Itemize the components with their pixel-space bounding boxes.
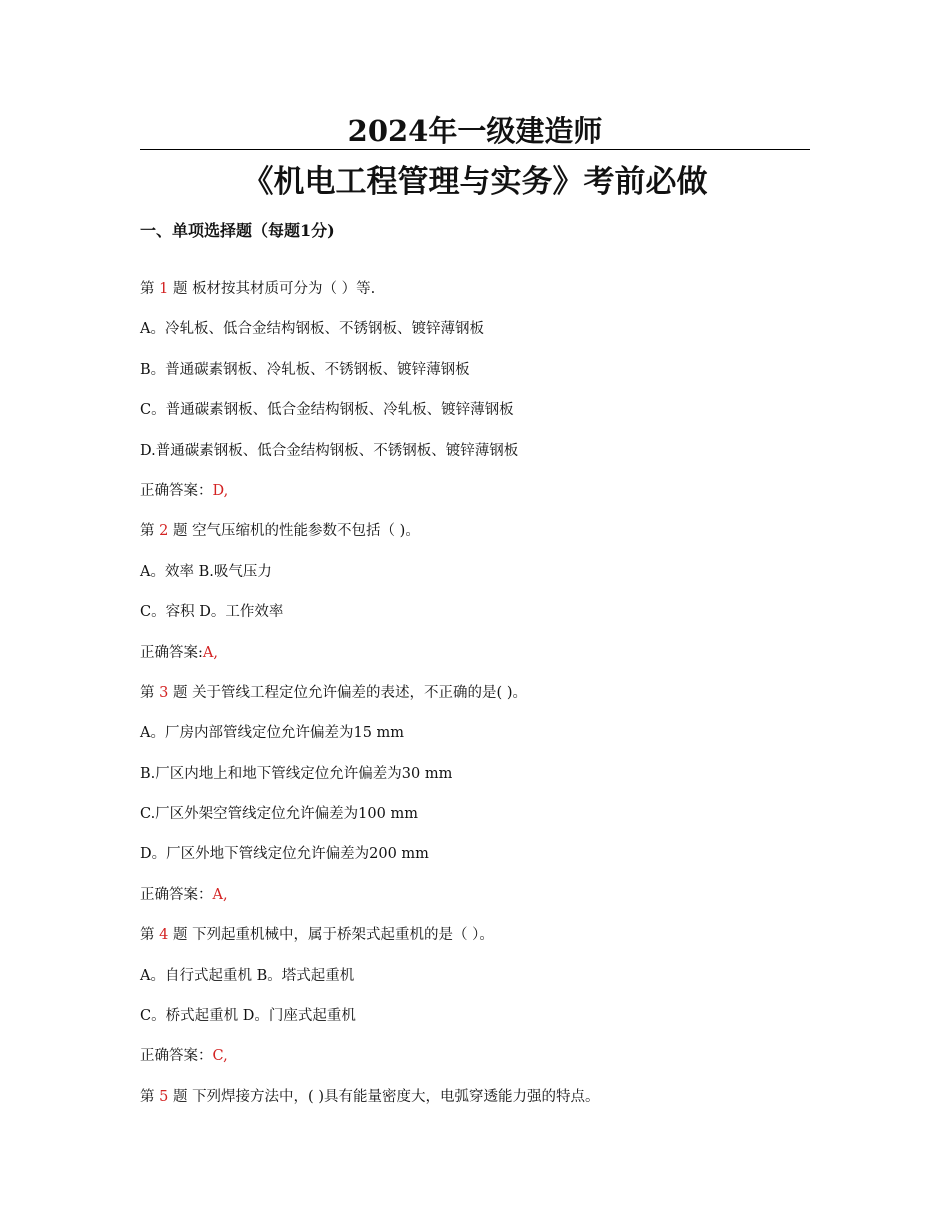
question-prefix: 第 (140, 1088, 160, 1105)
answer-line (140, 479, 840, 519)
answer-line (140, 883, 840, 923)
question-option: C.厂区外架空管线定位允许偏差为100 mm (140, 806, 418, 823)
question-option: A。效率 B.吸气压力 (140, 563, 272, 580)
question-stem (140, 1085, 840, 1125)
question-stem (140, 519, 840, 559)
answer-label: 正确答案： (140, 886, 213, 903)
document-title-line2: 《机电工程管理与实务》考前必做 (242, 164, 708, 200)
question-suffix: 题 (168, 523, 193, 540)
question-suffix: 题 (168, 927, 193, 944)
section-heading: 一、单项选择题（每题1分) (140, 221, 335, 240)
question-text: 下列起重机械中，属于桥架式起重机的是（ ）。 (192, 927, 494, 944)
question-number: 2 (159, 523, 169, 540)
question-option: B。普通碳素钢板、冷轧板、不锈钢板、镀锌薄钢板 (140, 361, 470, 378)
answer-label: 正确答案: (140, 644, 203, 661)
question-number: 1 (159, 281, 169, 297)
question-option: A。冷轧板、低合金结构钢板、不锈钢板、镀锌薄钢板 (140, 321, 484, 338)
question-option: C。普通碳素钢板、低合金结构钢板、冷轧板、镀锌薄钢板 (140, 402, 514, 419)
question-option: A。自行式起重机 B。塔式起重机 (140, 967, 355, 984)
question-number: 5 (159, 1088, 169, 1105)
answer-value: C, (212, 1048, 228, 1065)
question-option: C。桥式起重机 D。门座式起重机 (140, 1008, 356, 1025)
title-divider (140, 149, 810, 150)
question-stem (140, 923, 840, 963)
question-number: 4 (159, 927, 169, 944)
question-text: 下列焊接方法中，( )具有能量密度大，电弧穿透能力强的特点。 (192, 1088, 600, 1105)
question-prefix: 第 (140, 523, 160, 540)
question-prefix: 第 (140, 927, 160, 944)
question-text: 空气压缩机的性能参数不包括（ )。 (192, 523, 420, 540)
question-stem (140, 681, 840, 721)
question-prefix: 第 (140, 684, 160, 701)
answer-value: D, (212, 482, 229, 499)
question-option: D.普通碳素钢板、低合金结构钢板、不锈钢板、镀锌薄钢板 (140, 442, 519, 459)
question-option: C。容积 D。工作效率 (140, 604, 284, 621)
question-suffix: 题 (168, 281, 193, 297)
question-option: B.厂区内地上和地下管线定位允许偏差为30 mm (140, 765, 453, 782)
question-prefix: 第 (140, 281, 160, 297)
answer-line (140, 1044, 840, 1084)
question-suffix: 题 (168, 1088, 193, 1105)
question-option: A。厂房内部管线定位允许偏差为15 mm (140, 725, 405, 742)
question-text: 板材按其材质可分为（ ）等. (192, 281, 376, 297)
question-option: D。厂区外地下管线定位允许偏差为200 mm (140, 846, 429, 863)
question-list (140, 277, 840, 1125)
question-suffix: 题 (168, 684, 193, 701)
document-title-line1: 2024年一级建造师 (347, 114, 603, 148)
answer-line (140, 641, 840, 681)
question-number: 3 (159, 684, 169, 701)
question-stem (140, 277, 840, 317)
answer-label: 正确答案： (140, 482, 213, 499)
answer-value: A, (212, 886, 228, 903)
answer-label: 正确答案： (140, 1048, 213, 1065)
question-text: 关于管线工程定位允许偏差的表述，不正确的是( )。 (192, 684, 527, 701)
answer-value: A, (202, 644, 218, 661)
